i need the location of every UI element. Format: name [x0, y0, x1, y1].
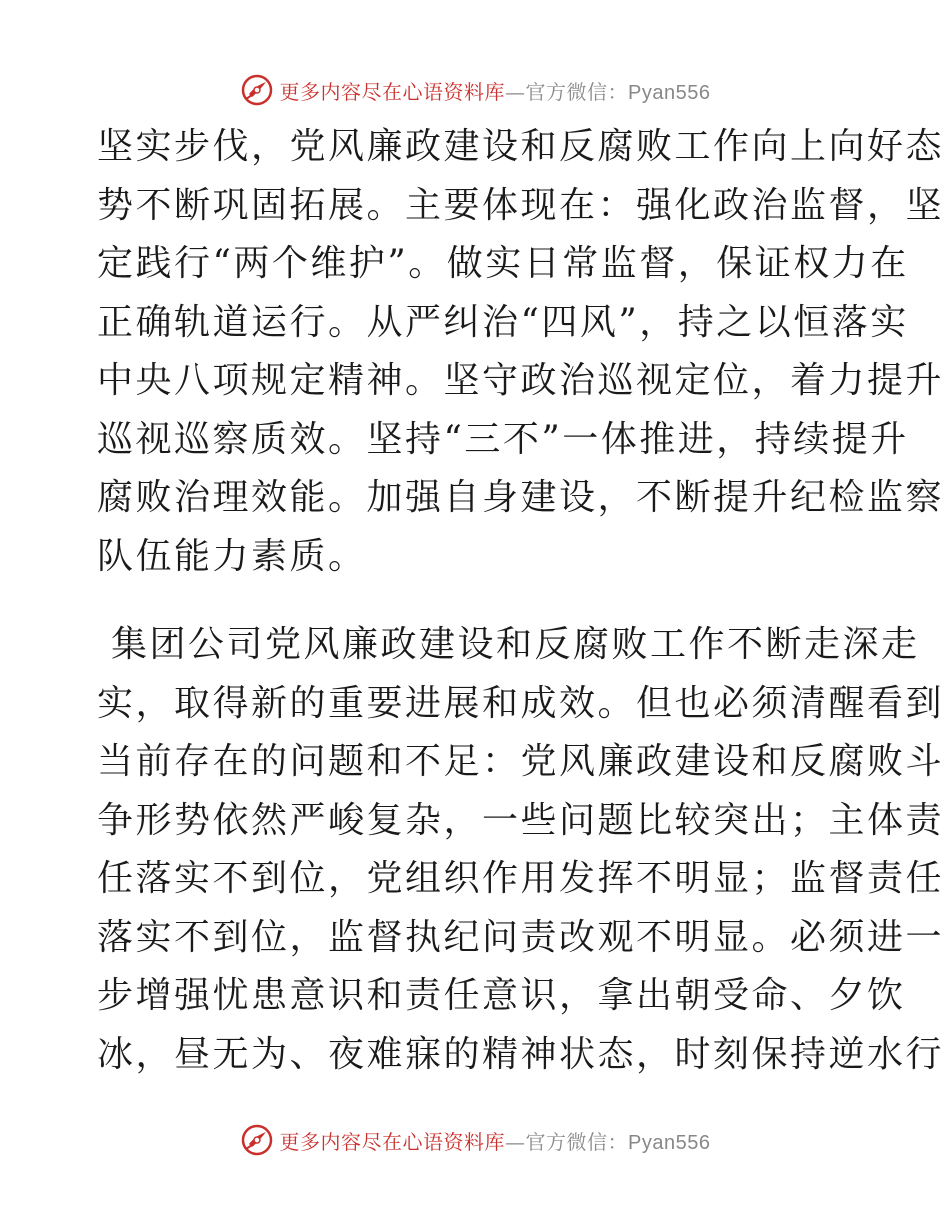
text-line: 冰，昼无为、夜难寐的精神状态，时刻保持逆水行	[97, 1033, 945, 1075]
book-logo-icon	[240, 1123, 274, 1157]
text-line: 腐败治理效能。加强自身建设，不断提升纪检监察	[97, 477, 945, 518]
banner-text	[280, 1126, 711, 1155]
book-logo-icon	[240, 73, 274, 107]
text-line: 巡视巡察质效。坚持“三不”一体推进，持续提升	[97, 418, 909, 460]
text-line: 争形势依然严峻复杂，一些问题比较突出；主体责	[97, 799, 945, 841]
text-line: 队伍能力素质。	[97, 535, 367, 577]
paragraph-1	[97, 118, 945, 586]
header-banner	[0, 70, 950, 110]
text-line: 中央八项规定精神。坚守政治巡视定位，着力提升	[97, 360, 945, 401]
banner-separator: —	[505, 79, 526, 104]
banner-wechat-label: 官方微信：	[525, 1129, 629, 1154]
text-line: 任落实不到位，党组织作用发挥不明显；监督责任	[97, 858, 945, 899]
paragraph-2	[97, 616, 945, 1084]
banner-wechat-id: Pyan556	[628, 1131, 711, 1154]
banner-main-text: 更多内容尽在心语资料库	[279, 1129, 506, 1154]
text-line: 定践行“两个维护”。做实日常监督，保证权力在	[97, 243, 909, 284]
banner-text	[280, 76, 711, 105]
banner-wechat-id: Pyan556	[628, 81, 711, 104]
banner-main-text: 更多内容尽在心语资料库	[279, 79, 506, 104]
text-line: 势不断巩固拓展。主要体现在：强化政治监督，坚	[97, 184, 945, 226]
body-text	[97, 118, 945, 1084]
text-line: 当前存在的问题和不足：党风廉政建设和反腐败斗	[97, 741, 945, 782]
text-line: 正确轨道运行。从严纠治“四风”，持之以恒落实	[97, 301, 909, 343]
text-line: 步增强忧患意识和责任意识，拿出朝受命、夕饮	[97, 975, 906, 1016]
banner-wechat-label: 官方微信：	[525, 79, 629, 104]
text-line: 实，取得新的重要进展和成效。但也必须清醒看到	[97, 682, 945, 724]
banner-separator: —	[505, 1129, 526, 1154]
text-line: 落实不到位，监督执纪问责改观不明显。必须进一	[97, 916, 945, 958]
text-line: 坚实步伐，党风廉政建设和反腐败工作向上向好态	[97, 126, 945, 167]
text-line: 集团公司党风廉政建设和反腐败工作不断走深走	[97, 624, 920, 665]
footer-banner	[0, 1120, 950, 1160]
